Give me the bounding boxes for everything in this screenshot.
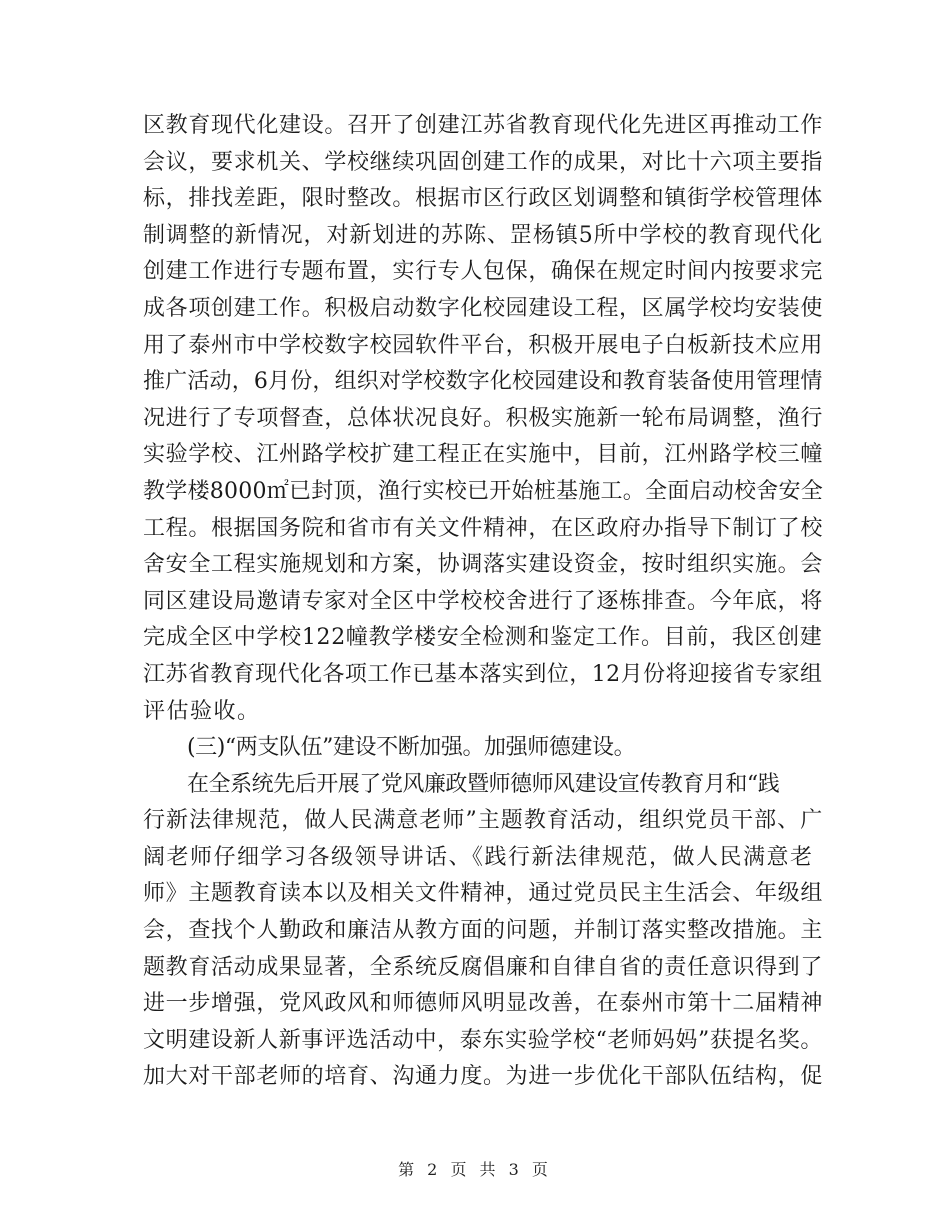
text-line: 题教育活动成果显著，全系统反腐倡廉和自律自省的责任意识得到了 bbox=[143, 954, 824, 980]
text-line: 工程。根据国务院和省市有关文件精神，在区政府办指导下制订了校 bbox=[143, 515, 824, 541]
text-line: 标，排找差距，限时整改。根据市区行政区划调整和镇街学校管理体 bbox=[143, 186, 824, 212]
text-line: 师》主题教育读本以及相关文件精神，通过党员民主生活会、年级组 bbox=[143, 881, 824, 907]
text-line: 制调整的新情况，对新划进的苏陈、罡杨镇5所中学校的教育现代化 bbox=[143, 222, 823, 248]
text-line: 江苏省教育现代化各项工作已基本落实到位，12月份将迎接省专家组 bbox=[143, 661, 823, 687]
text-line: 在全系统先后开展了党风廉政暨师德师风建设宣传教育月和“践 bbox=[187, 771, 780, 797]
text-line: (三)“两支队伍”建设不断加强。加强师德建设。 bbox=[187, 735, 636, 761]
text-line: 会，查找个人勤政和廉洁从教方面的问题，并制订落实整改措施。主 bbox=[143, 918, 824, 944]
text-line: 同区建设局邀请专家对全区中学校校舍进行了逐栋排查。今年底，将 bbox=[143, 588, 824, 614]
page-footer: 第 2 页 共 3 页 bbox=[398, 1160, 552, 1179]
body-text bbox=[143, 108, 823, 1096]
text-line: 完成全区中学校122幢教学楼安全检测和鉴定工作。目前，我区创建 bbox=[143, 625, 823, 651]
text-line: 进一步增强，党风政风和师德师风明显改善，在泰州市第十二届精神 bbox=[143, 991, 824, 1017]
text-line: 推广活动，6月份，组织对学校数字化校园建设和教育装备使用管理情 bbox=[143, 369, 823, 395]
text-line: 成各项创建工作。积极启动数字化校园建设工程，区属学校均安装使 bbox=[143, 295, 824, 321]
text-line: 教学楼8000㎡已封顶，渔行实校已开始桩基施工。全面启动校舍安全 bbox=[143, 478, 823, 504]
text-line: 区教育现代化建设。召开了创建江苏省教育现代化先进区再推动工作 bbox=[143, 113, 824, 138]
text-line: 加大对干部老师的培育、沟通力度。为进一步优化干部队伍结构，促 bbox=[143, 1064, 824, 1090]
text-line: 用了泰州市中学校数字校园软件平台，积极开展电子白板新技术应用 bbox=[143, 332, 824, 358]
text-line: 会议，要求机关、学校继续巩固创建工作的成果，对比十六项主要指 bbox=[143, 149, 824, 175]
text-line: 实验学校、江州路学校扩建工程正在实施中，目前，江州路学校三幢 bbox=[143, 442, 824, 468]
text-line: 况进行了专项督查，总体状况良好。积极实施新一轮布局调整，渔行 bbox=[143, 405, 824, 431]
text-line: 创建工作进行专题布置，实行专人包保，确保在规定时间内按要求完 bbox=[143, 259, 824, 285]
text-line: 行新法律规范，做人民满意老师”主题教育活动，组织党员干部、广 bbox=[143, 808, 824, 834]
text-line: 阔老师仔细学习各级领导讲话、《践行新法律规范，做人民满意老 bbox=[143, 844, 814, 870]
text-line: 舍安全工程实施规划和方案，协调落实建设资金，按时组织实施。会 bbox=[143, 552, 824, 578]
text-line: 评估验收。 bbox=[143, 698, 261, 724]
text-line: 文明建设新人新事评选活动中，泰东实验学校“老师妈妈”获提名奖。 bbox=[143, 1027, 823, 1053]
